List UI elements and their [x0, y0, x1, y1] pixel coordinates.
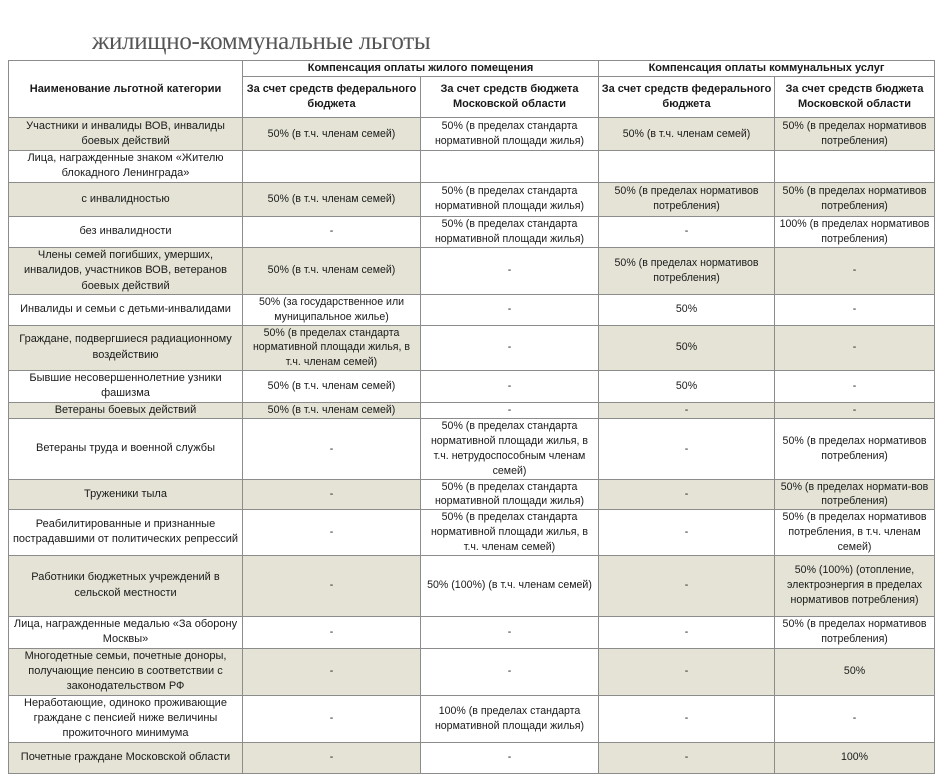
table-row [9, 616, 935, 648]
header-housing-moscow: За счет средств бюджета Московской области [421, 77, 599, 118]
header-housing-federal: За счет средств федерального бюджета [243, 77, 421, 118]
table-row [9, 371, 935, 403]
housing-moscow-cell: 50% (в пределах стандарта нормативной площади жилья) [421, 182, 599, 216]
housing-moscow-cell: - [421, 247, 599, 294]
housing-moscow-cell: - [421, 371, 599, 403]
utilities-federal-cell: - [599, 648, 775, 695]
table-row [9, 510, 935, 555]
utilities-federal-cell: - [599, 402, 775, 418]
table-row [9, 247, 935, 294]
table-row [9, 118, 935, 151]
utilities-moscow-cell: 100% (в пределах нормативов потребления) [775, 216, 935, 247]
utilities-federal-cell: - [599, 479, 775, 510]
table-row [9, 182, 935, 216]
category-cell: Ветераны боевых действий [9, 402, 243, 418]
utilities-moscow-cell: - [775, 371, 935, 403]
housing-moscow-cell: - [421, 294, 599, 325]
housing-federal-cell: - [243, 419, 421, 479]
housing-moscow-cell: 50% (100%) (в т.ч. членам семей) [421, 555, 599, 616]
housing-moscow-cell: 50% (в пределах стандарта нормативной площади жилья, в т.ч. нетрудоспособным членам семей) [421, 419, 599, 479]
housing-federal-cell: 50% (в т.ч. членам семей) [243, 247, 421, 294]
utilities-moscow-cell: 100% [775, 742, 935, 773]
table-row [9, 648, 935, 695]
table-row [9, 402, 935, 418]
utilities-moscow-cell: 50% (в пределах нормати-вов потребления) [775, 479, 935, 510]
category-cell: Граждане, подвергшиеся радиационному воздействию [9, 325, 243, 370]
utilities-federal-cell: - [599, 695, 775, 742]
utilities-federal-cell: 50% [599, 294, 775, 325]
housing-federal-cell: 50% (в т.ч. членам семей) [243, 182, 421, 216]
utilities-federal-cell [599, 151, 775, 183]
category-cell: Неработающие, одиноко проживающие граждане с пенсией ниже величины прожиточного минимума [9, 695, 243, 742]
utilities-federal-cell: - [599, 216, 775, 247]
header-utilities-moscow: За счет средств бюджета Московской области [775, 77, 935, 118]
utilities-moscow-cell: - [775, 695, 935, 742]
housing-federal-cell: 50% (в пределах стандарта нормативной площади жилья, в т.ч. членам семей) [243, 325, 421, 370]
category-cell: Лица, награжденные медалью «За оборону Москвы» [9, 616, 243, 648]
housing-moscow-cell: 50% (в пределах стандарта нормативной площади жилья, в т.ч. членам семей) [421, 510, 599, 555]
category-cell: Работники бюджетных учреждений в сельской местности [9, 555, 243, 616]
category-cell: Инвалиды и семьи с детьми-инвалидами [9, 294, 243, 325]
benefits-table [8, 60, 935, 774]
category-cell: Ветераны труда и военной службы [9, 419, 243, 479]
housing-moscow-cell: - [421, 402, 599, 418]
category-cell: Участники и инвалиды ВОВ, инвалиды боевых действий [9, 118, 243, 151]
utilities-federal-cell: - [599, 555, 775, 616]
utilities-federal-cell: 50% (в т.ч. членам семей) [599, 118, 775, 151]
housing-federal-cell: - [243, 479, 421, 510]
utilities-moscow-cell: 50% (в пределах нормативов потребления) [775, 616, 935, 648]
housing-moscow-cell: 50% (в пределах стандарта нормативной площади жилья) [421, 216, 599, 247]
table-row [9, 419, 935, 479]
table-row [9, 479, 935, 510]
utilities-moscow-cell: - [775, 247, 935, 294]
utilities-federal-cell: 50% (в пределах нормативов потребления) [599, 247, 775, 294]
table-row [9, 695, 935, 742]
housing-federal-cell: - [243, 510, 421, 555]
utilities-moscow-cell: 50% (100%) (отопление, электроэнергия в пределах нормативов потребления) [775, 555, 935, 616]
utilities-moscow-cell: - [775, 294, 935, 325]
utilities-moscow-cell: 50% (в пределах нормативов потребления, в т.ч. членам семей) [775, 510, 935, 555]
housing-federal-cell: 50% (в т.ч. членам семей) [243, 402, 421, 418]
category-cell: без инвалидности [9, 216, 243, 247]
utilities-moscow-cell: 50% (в пределах нормативов потребления) [775, 182, 935, 216]
table-body [9, 118, 935, 774]
header-category: Наименование льготной категории [9, 61, 243, 118]
utilities-moscow-cell: 50% (в пределах нормативов потребления) [775, 118, 935, 151]
table-row [9, 216, 935, 247]
header-utilities-group: Компенсация оплаты коммунальных услуг [599, 61, 935, 77]
housing-federal-cell: - [243, 742, 421, 773]
housing-moscow-cell: - [421, 616, 599, 648]
housing-federal-cell: - [243, 648, 421, 695]
housing-federal-cell: - [243, 695, 421, 742]
table-row [9, 294, 935, 325]
header-utilities-federal: За счет средств федерального бюджета [599, 77, 775, 118]
table-row [9, 555, 935, 616]
table-row [9, 151, 935, 183]
category-cell: с инвалидностью [9, 182, 243, 216]
housing-moscow-cell [421, 151, 599, 183]
utilities-federal-cell: - [599, 742, 775, 773]
housing-moscow-cell: 50% (в пределах стандарта нормативной площади жилья) [421, 479, 599, 510]
housing-moscow-cell: - [421, 742, 599, 773]
category-cell: Труженики тыла [9, 479, 243, 510]
housing-federal-cell: - [243, 555, 421, 616]
category-cell: Бывшие несовершеннолетние узники фашизма [9, 371, 243, 403]
housing-moscow-cell: 50% (в пределах стандарта нормативной площади жилья) [421, 118, 599, 151]
page-title: жилищно-коммунальные льготы [92, 28, 431, 55]
utilities-moscow-cell: 50% (в пределах нормативов потребления) [775, 419, 935, 479]
category-cell: Многодетные семьи, почетные доноры, получающие пенсию в соответствии с законодательством РФ [9, 648, 243, 695]
housing-moscow-cell: 100% (в пределах стандарта нормативной площади жилья) [421, 695, 599, 742]
utilities-federal-cell: 50% [599, 325, 775, 370]
utilities-federal-cell: 50% (в пределах нормативов потребления) [599, 182, 775, 216]
category-cell: Реабилитированные и признанные пострадавшими от политических репрессий [9, 510, 243, 555]
housing-moscow-cell: - [421, 325, 599, 370]
housing-federal-cell: 50% (в т.ч. членам семей) [243, 118, 421, 151]
utilities-moscow-cell [775, 151, 935, 183]
housing-federal-cell: - [243, 616, 421, 648]
utilities-federal-cell: - [599, 419, 775, 479]
category-cell: Члены семей погибших, умерших, инвалидов, участников ВОВ, ветеранов боевых действий [9, 247, 243, 294]
utilities-moscow-cell: - [775, 325, 935, 370]
housing-federal-cell: - [243, 216, 421, 247]
header-housing-group: Компенсация оплаты жилого помещения [243, 61, 599, 77]
housing-federal-cell [243, 151, 421, 183]
housing-federal-cell: 50% (в т.ч. членам семей) [243, 371, 421, 403]
category-cell: Лица, награжденные знаком «Жителю блокадного Ленинграда» [9, 151, 243, 183]
table-row [9, 742, 935, 773]
utilities-moscow-cell: - [775, 402, 935, 418]
utilities-federal-cell: - [599, 616, 775, 648]
utilities-federal-cell: 50% [599, 371, 775, 403]
utilities-moscow-cell: 50% [775, 648, 935, 695]
utilities-federal-cell: - [599, 510, 775, 555]
housing-federal-cell: 50% (за государственное или муниципальное жилье) [243, 294, 421, 325]
housing-moscow-cell: - [421, 648, 599, 695]
table-row [9, 325, 935, 370]
category-cell: Почетные граждане Московской области [9, 742, 243, 773]
